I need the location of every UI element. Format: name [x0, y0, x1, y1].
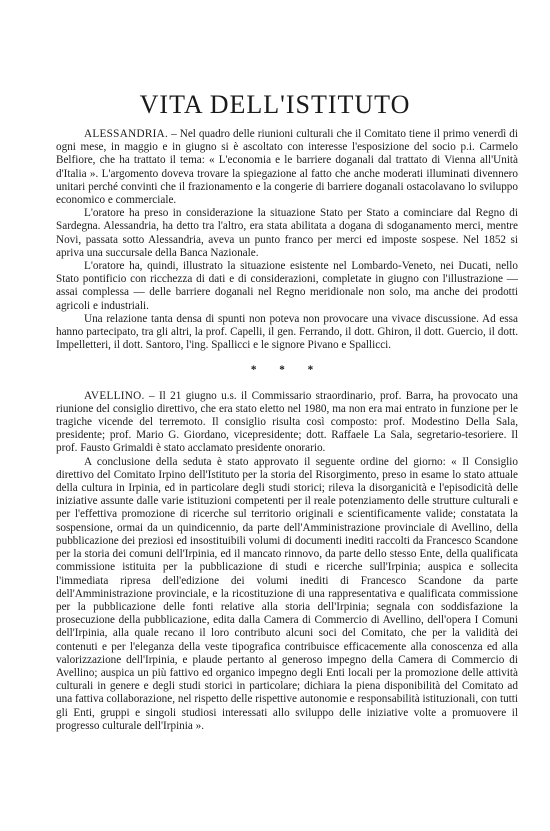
paragraph-alessandria-3: L'oratore ha, quindi, illustrato la situazione esistente nel Lombardo-Veneto, nei Ducati, nello Stato pontificio con ricchezza di dati e di considerazioni, completate in giugno con l'illustrazione — assai complessa — delle barriere doganali nel Regno meridionale non solo, ma anche dei prodotti agricoli e industriali.: [56, 260, 518, 312]
place-name-alessandria: ALESSANDRIA.: [84, 128, 169, 140]
paragraph-avellino-1: AVELLINO. – Il 21 giugno u.s. il Commissario straordinario, prof. Barra, ha provocato una riunione del consiglio direttivo, che era stato eletto nel 1980, ma non era mai entrato in funzione per le tragiche vicende del terremoto. Il consiglio risulta così composto: prof. Modestino Della Sala, presidente; prof. Mario G. Giordano, vicepresidente; dott. Raffaele La Sala, segretario-tesoriere. Il prof. Fausto Grimaldi è stato acclamato presidente onorario.: [56, 389, 518, 455]
article-body: [56, 128, 518, 733]
page-title: VITA DELL'ISTITUTO: [139, 90, 411, 119]
paragraph-alessandria-2: L'oratore ha preso in considerazione la situazione Stato per Stato a cominciare dal Regno di Sardegna. Alessandria, ha detto tra l'altro, era stata abilitata a dogana di sdoganamento merci, mentre Novi, passata sotto Alessandria, aveva un punto franco per merci ed imposte sospese. Nel 1852 si apriva una succursale della Banca Nazionale.: [56, 207, 518, 259]
paragraph-alessandria-4: Una relazione tanta densa di spunti non poteva non provocare una vivace discussione. Ad essa hanno partecipato, tra gli altri, la prof. Capelli, il gen. Ferrando, il dott. Ghiron, il dott. Guercio, il dott. Impelletteri, il dott. Santoro, l'ing. Spallicci e le signore Pivano e Spallicci.: [56, 312, 518, 352]
paragraph-alessandria-1: ALESSANDRIA. – Nel quadro delle riunioni culturali che il Comitato tiene il primo venerdì di ogni mese, in maggio e in giugno si è ascoltato con interesse l'esposizione del socio p.i. Carmelo Belfiore, che ha trattato il tema: « L'economia e le barriere doganali dal trattato di Vienna all'Unità d'Italia ». L'argomento doveva trovare la spiegazione al fatto che anche moderati illuminati divennero unitari perché convinti che il frazionamento e la congerie di barriere doganali ostacolavano lo sviluppo economico e commerciale.: [56, 128, 518, 207]
section-separator: * * *: [250, 364, 324, 377]
paragraph-avellino-2: A conclusione della seduta è stato approvato il seguente ordine del giorno: « Il Consiglio direttivo del Comitato Irpino dell'Istituto per la storia del Risorgimento, preso in esame lo stato attuale della cultura in Irpinia, ed in particolare degli studi storici; rileva la disorganicità e l'episodicità delle iniziative assunte dalle varie istituzioni competenti per il reale potenziamento delle strutture culturali e per l'effettiva promozione di ricerche sul territorio originali e scientificamente valide; constatata la sospensione, ormai da un quindicennio, da parte dell'Amministrazione provinciale di Avellino, della pubblicazione dei preziosi ed insostituibili volumi di documenti inediti raccolti da Francesco Scandone per la storia dei comuni dell'Irpinia, ed il mancato rinnovo, da parte dello stesso Ente, della qualificata commissione istituita per la pubblicazione di studi e ricerche sull'Irpinia; auspica e sollecita l'immediata ripresa dell'edizione dei volumi inediti di Francesco Scandone da parte dell'Amministrazione provinciale, e la ricostituzione di una rappresentativa e qualificata commissione per la pubblicazione delle fonti relative alla storia dell'Irpinia; segnala con soddisfazione la prosecuzione della pubblicazione, edita dalla Camera di Commercio di Avellino, dell'opera I Comuni dell'Irpinia, alla quale recano il loro contributo alcuni soci del Comitato, che per la validità dei contenuti e per l'eleganza della veste tipografica contribuisce efficacemente alla conoscenza ed alla valorizzazione dell'Irpinia, e plaude pertanto al generoso impegno della Camera di Commercio di Avellino; auspica un più fattivo ed organico impegno degli Enti locali per la promozione delle attività culturali in genere e degli studi storici in particolare; dichiara la piena disponibilità del Comitato ad una fattiva collaborazione, nel rispetto delle rispettive autonomie e responsabilità istituzionali, con tutti gli Enti, gruppi e singoli studiosi interessati allo sviluppo delle iniziative volte a promuovere il progresso culturale dell'Irpinia ».: [56, 455, 518, 732]
place-name-avellino: AVELLINO.: [84, 389, 145, 402]
